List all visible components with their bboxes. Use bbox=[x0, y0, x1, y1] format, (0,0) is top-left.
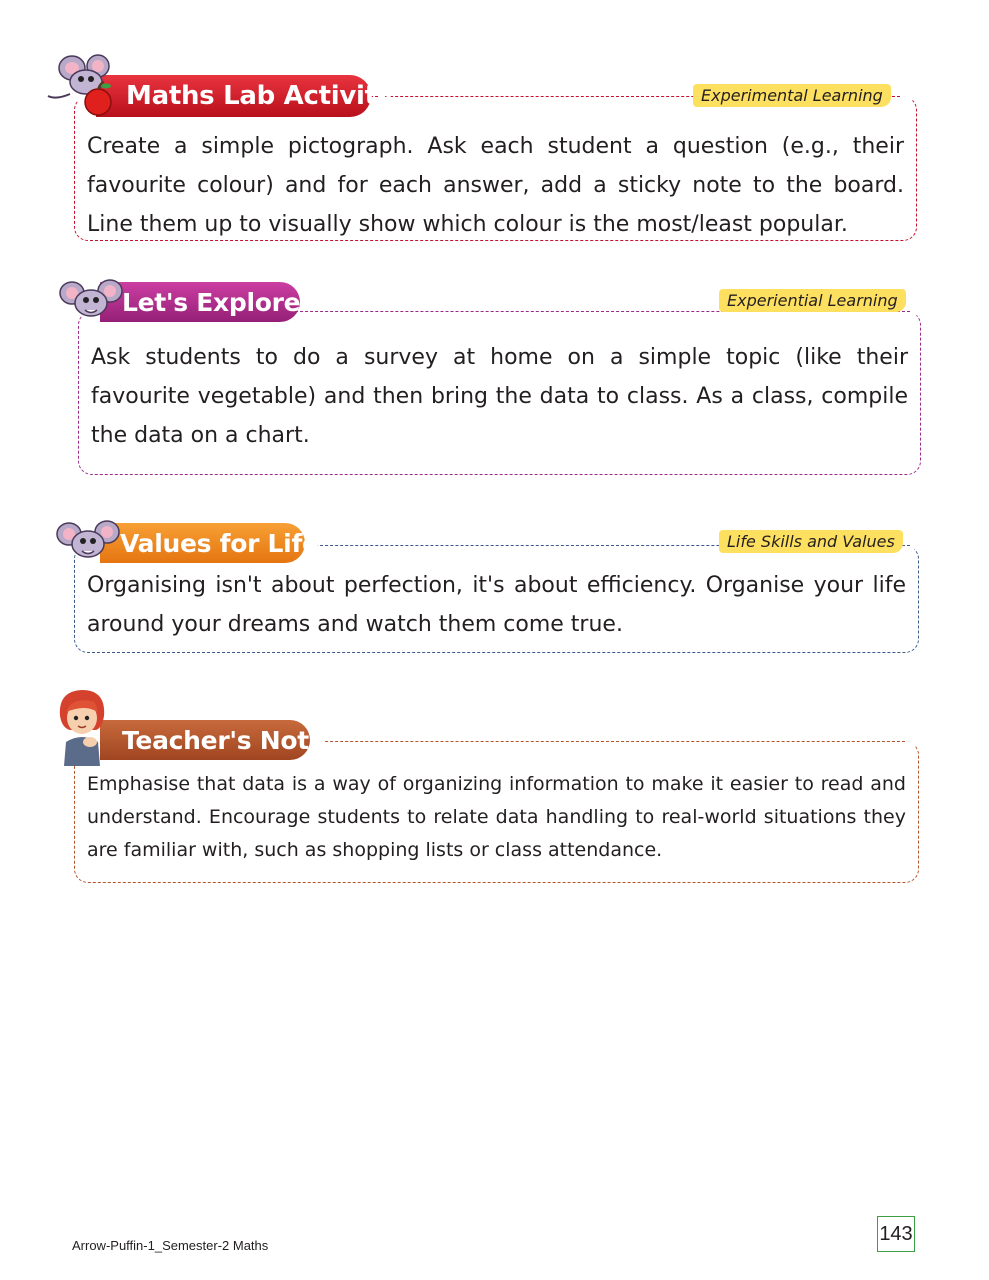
maths-lab-activity-title: Maths Lab Activity bbox=[96, 75, 371, 117]
teacher-girl-icon bbox=[50, 686, 120, 770]
mouse-icon bbox=[58, 275, 128, 329]
page-number: 143 bbox=[877, 1216, 915, 1252]
mouse-with-apple-icon bbox=[42, 48, 122, 122]
lets-explore-tag: Experiential Learning bbox=[719, 289, 906, 312]
lets-explore-box bbox=[78, 311, 921, 475]
values-for-life-text: Organising isn't about perfection, it's about efficiency. Organise your life around your dreams and watch them come true. bbox=[87, 573, 906, 637]
values-for-life-title: Values for Life bbox=[100, 523, 305, 563]
maths-lab-activity-box bbox=[74, 96, 917, 241]
values-for-life-tag: Life Skills and Values bbox=[719, 530, 903, 553]
teachers-note-title: Teacher's Note bbox=[100, 720, 310, 760]
maths-lab-activity-tag: Experimental Learning bbox=[693, 84, 891, 107]
maths-lab-activity-text: Create a simple pictograph. Ask each student a question (e.g., their favourite colour) and for each answer, add a sticky note to the board. Line them up to visually show which colour is the most/least popular. bbox=[87, 134, 904, 237]
mouse-icon bbox=[55, 516, 125, 570]
teachers-note-top-rule bbox=[305, 741, 905, 742]
book-title-footer: Arrow-Puffin-1_Semester-2 Maths bbox=[72, 1238, 269, 1253]
teachers-note-text: Emphasise that data is a way of organizing information to make it easier to read and understand. Encourage students to relate data handling to real-world situations they are familiar with, such as shopping lists or class attendance. bbox=[87, 773, 906, 861]
lets-explore-title: Let's Explore bbox=[100, 282, 300, 322]
lets-explore-text: Ask students to do a survey at home on a simple topic (like their favourite vegetable) and then bring the data to class. As a class, compile the data on a chart. bbox=[91, 345, 908, 448]
teachers-note-box bbox=[74, 741, 919, 883]
